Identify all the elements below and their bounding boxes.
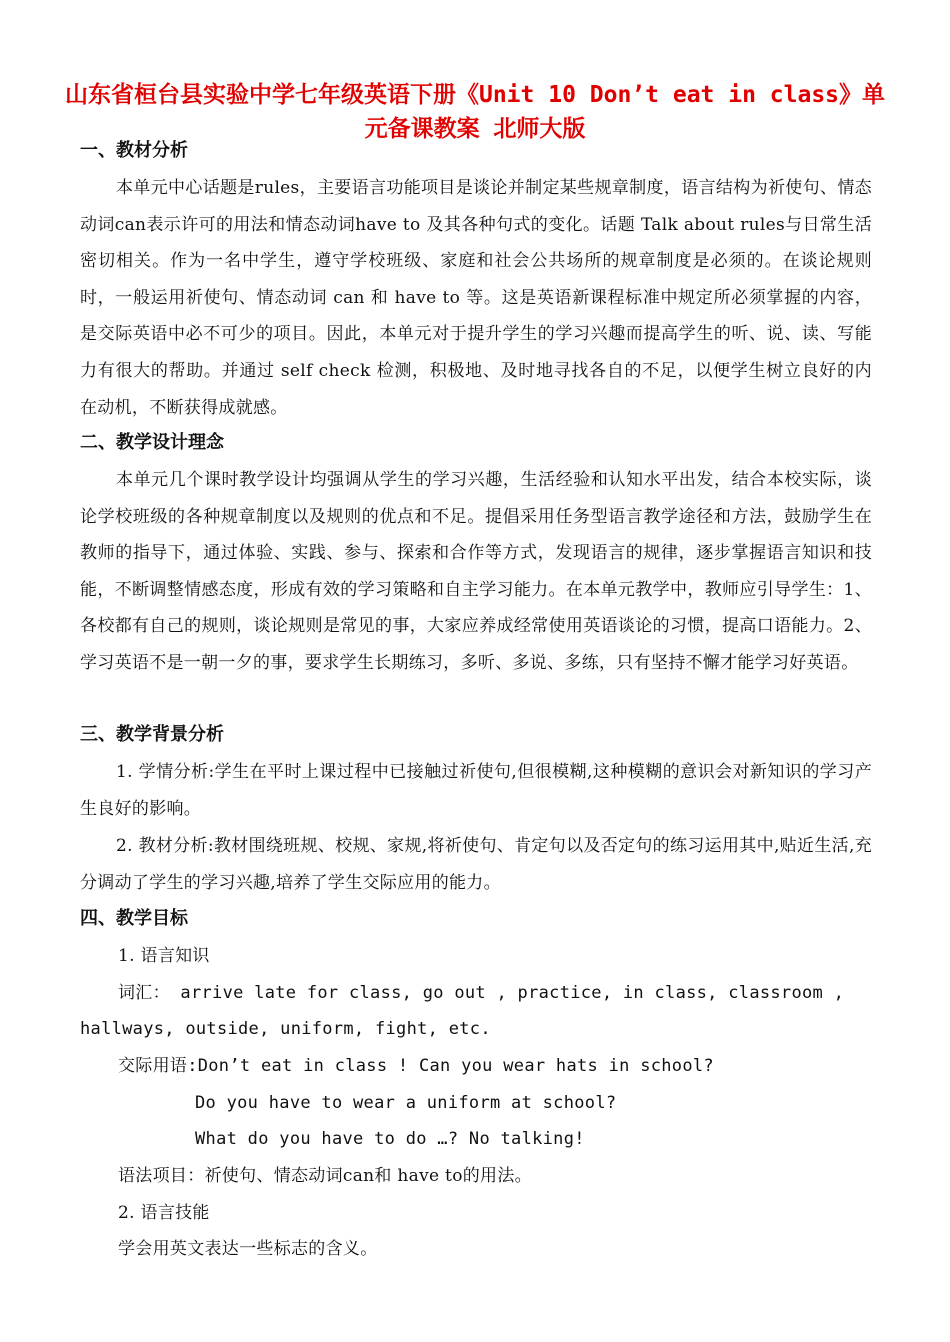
section-heading-3: 三、教学背景分析 <box>80 724 224 745</box>
section-heading-4: 四、教学目标 <box>80 908 188 929</box>
grammar-line: 语法项目：祈使句、情态动词can和 have to的用法。 <box>118 1166 532 1186</box>
section-2-paragraph: 本单元几个课时教学设计均强调从学生的学习兴趣，生活经验和认知水平出发，结合本校实际，谈论学校班级的各种规章制度以及规则的优点和不足。提倡采用任务型语言教学途径和方法，鼓励学生在教师的指导下，通过体验、实践、参与、探索和合作等方式，发现语言的规律，逐步掌握语言知识和技能，不断调整情感态度，形成有效的学习策略和自主学习能力。在本单元教学中，教师应引导学生：1、各校都有自己的规则，谈论规则是常见的事，大家应养成经常使用英语谈论的习惯，提高口语能力。2、学习英语不是一朝一夕的事，要求学生长期练习，多听、多说、多练，只有坚持不懈才能学习好英语。 <box>80 470 872 673</box>
section-1-paragraph: 本单元中心话题是rules，主要语言功能项目是谈论并制定某些规章制度，语言结构为祈使句、情态动词can表示许可的用法和情态动词have to 及其各种句式的变化。话题 Talk about rules与日常生活密切相关。作为一名中学生，遵守学校班级、家庭和社会公共场所的规章制度是必须的。在谈论规则时，一般运用祈使句、情态动词 can 和 have to 等。这是英语新课程标准中规定所必须掌握的内容，是交际英语中必不可少的项目。因此，本单元对于提升学生的学习兴趣而提高学生的听、说、读、写能力有很大的帮助。并通过 self check 检测，积极地、及时地寻找各自的不足，以便学生树立良好的内在动机，不断获得成就感。 <box>80 178 872 418</box>
section-3-item-1: 1. 学情分析:学生在平时上课过程中已接触过祈使句,但很模糊,这种模糊的意识会对新知识的学习产生良好的影响。 <box>80 762 872 819</box>
document-title: 山东省桓台县实验中学七年级英语下册《Unit 10 Don’t eat in class》单元备课教案 北师大版 <box>64 82 886 142</box>
expression-line-2: Do you have to wear a uniform at school? <box>195 1093 617 1113</box>
expression-line-3: What do you have to do …? No talking! <box>195 1129 585 1149</box>
expression-line-1: 交际用语:Don’t eat in class ! Can you wear hats in school? <box>118 1056 714 1076</box>
vocabulary-line-1: 词汇： arrive late for class, go out , practice, in class, classroom , <box>118 983 845 1003</box>
subheading-language-skills: 2. 语言技能 <box>118 1203 210 1223</box>
skills-line: 学会用英文表达一些标志的含义。 <box>118 1239 378 1259</box>
subheading-language-knowledge: 1. 语言知识 <box>118 946 210 966</box>
vocabulary-line-2: hallways, outside, uniform, fight, etc. <box>80 1019 491 1039</box>
section-heading-2: 二、教学设计理念 <box>80 432 224 453</box>
section-heading-1: 一、教材分析 <box>80 140 188 161</box>
section-3-item-2: 2. 教材分析:教材围绕班规、校规、家规,将祈使句、肯定句以及否定句的练习运用其中,贴近生活,充分调动了学生的学习兴趣,培养了学生交际应用的能力。 <box>80 836 872 893</box>
